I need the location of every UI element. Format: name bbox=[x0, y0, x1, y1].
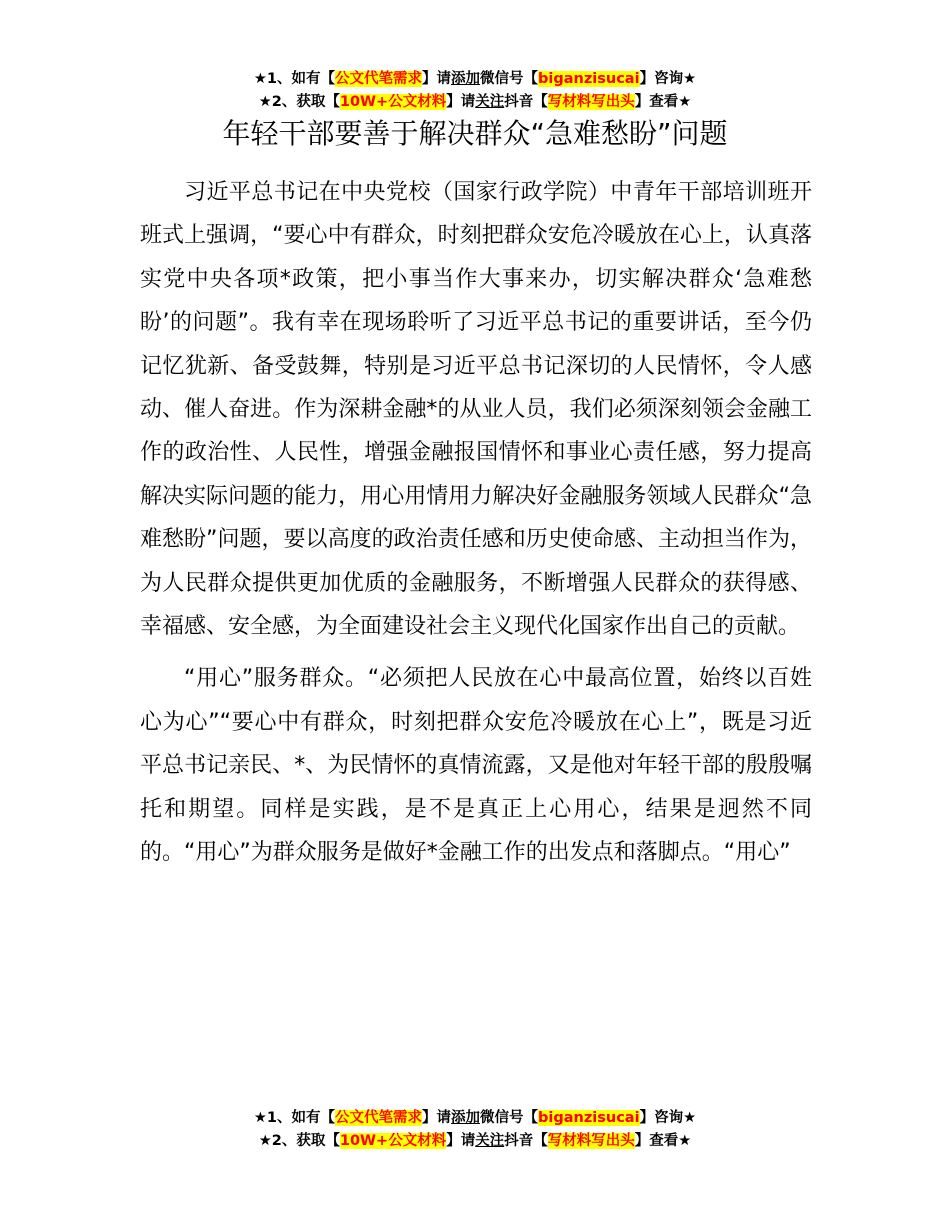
banner-text: 抖音【 bbox=[504, 94, 548, 110]
footer-banner-line-2 bbox=[0, 1130, 950, 1153]
banner-text: ★2、获取【 bbox=[258, 94, 340, 110]
banner-emphasis: 添加 bbox=[451, 1110, 481, 1126]
banner-text: ★2、获取【 bbox=[258, 1133, 340, 1149]
banner-text: 】请 bbox=[422, 71, 452, 87]
body-paragraph-2: “用心”服务群众。“必须把人民放在心中最高位置，始终以百姓心为心”“要心中有群众，时刻把群众安危冷暖放在心上”，既是习近平总书记亲民、*、为民情怀的真情流露，又是他对年轻干部的殷殷嘱托和期望。同样是实践，是不是真正上心用心，结果是迥然不同的。“用心”为群众服务是做好*金融工作的出发点和落脚点。“用心” bbox=[140, 666, 812, 866]
footer-banner-line-1 bbox=[0, 1107, 950, 1130]
header-banner-line-1 bbox=[0, 68, 950, 91]
banner-emphasis: 关注 bbox=[475, 1133, 505, 1149]
banner-highlight-service: 公文代笔需求 bbox=[335, 71, 423, 87]
banner-highlight-materials: 10W+公文材料 bbox=[339, 1133, 447, 1149]
banner-highlight-douyin-account: 写材料写出头 bbox=[547, 1133, 635, 1149]
document-body bbox=[140, 171, 812, 875]
body-paragraph-1: 习近平总书记在中央党校（国家行政学院）中青年干部培训班开班式上强调，“要心中有群众，时刻把群众安危冷暖放在心上，认真落实党中央各项*政策，把小事当作大事来办，切实解决群众‘急难愁盼’的问题”。我有幸在现场聆听了习近平总书记的重要讲话，至今仍记忆犹新、备受鼓舞，特别是习近平总书记深切的人民情怀，令人感动、催人奋进。作为深耕金融*的从业人员，我们必须深刻领会金融工作的政治性、人民性，增强金融报国情怀和事业心责任感，努力提高解决实际问题的能力，用心用情用力解决好金融服务领域人民群众“急难愁盼”问题，要以高度的政治责任感和历史使命感、主动担当作为，为人民群众提供更加优质的金融服务，不断增强人民群众的获得感、幸福感、安全感，为全面建设社会主义现代化国家作出自己的贡献。 bbox=[140, 180, 812, 640]
banner-highlight-materials: 10W+公文材料 bbox=[339, 94, 447, 110]
banner-highlight-wechat-id: biganzisucai bbox=[538, 71, 640, 87]
banner-text: 】请 bbox=[422, 1110, 452, 1126]
banner-text: 微信号【 bbox=[480, 71, 539, 87]
banner-text: 】请 bbox=[446, 94, 476, 110]
banner-text: ★1、如有【 bbox=[253, 71, 336, 87]
banner-text: 】查看★ bbox=[634, 1133, 692, 1149]
banner-text: 】咨询★ bbox=[639, 71, 697, 87]
banner-highlight-wechat-id: biganzisucai bbox=[538, 1110, 640, 1126]
banner-text: 抖音【 bbox=[504, 1133, 548, 1149]
banner-text: ★1、如有【 bbox=[253, 1110, 336, 1126]
footer-banner bbox=[0, 1107, 950, 1153]
banner-highlight-service: 公文代笔需求 bbox=[335, 1110, 423, 1126]
banner-text: 微信号【 bbox=[480, 1110, 539, 1126]
banner-text: 】咨询★ bbox=[639, 1110, 697, 1126]
banner-highlight-douyin-account: 写材料写出头 bbox=[547, 94, 635, 110]
document-title: 年轻干部要善于解决群众“急难愁盼”问题 bbox=[222, 117, 728, 150]
banner-emphasis: 关注 bbox=[475, 94, 505, 110]
banner-text: 】查看★ bbox=[634, 94, 692, 110]
header-banner bbox=[0, 68, 950, 114]
header-banner-line-2 bbox=[0, 91, 950, 114]
banner-text: 】请 bbox=[446, 1133, 476, 1149]
banner-emphasis: 添加 bbox=[451, 71, 481, 87]
